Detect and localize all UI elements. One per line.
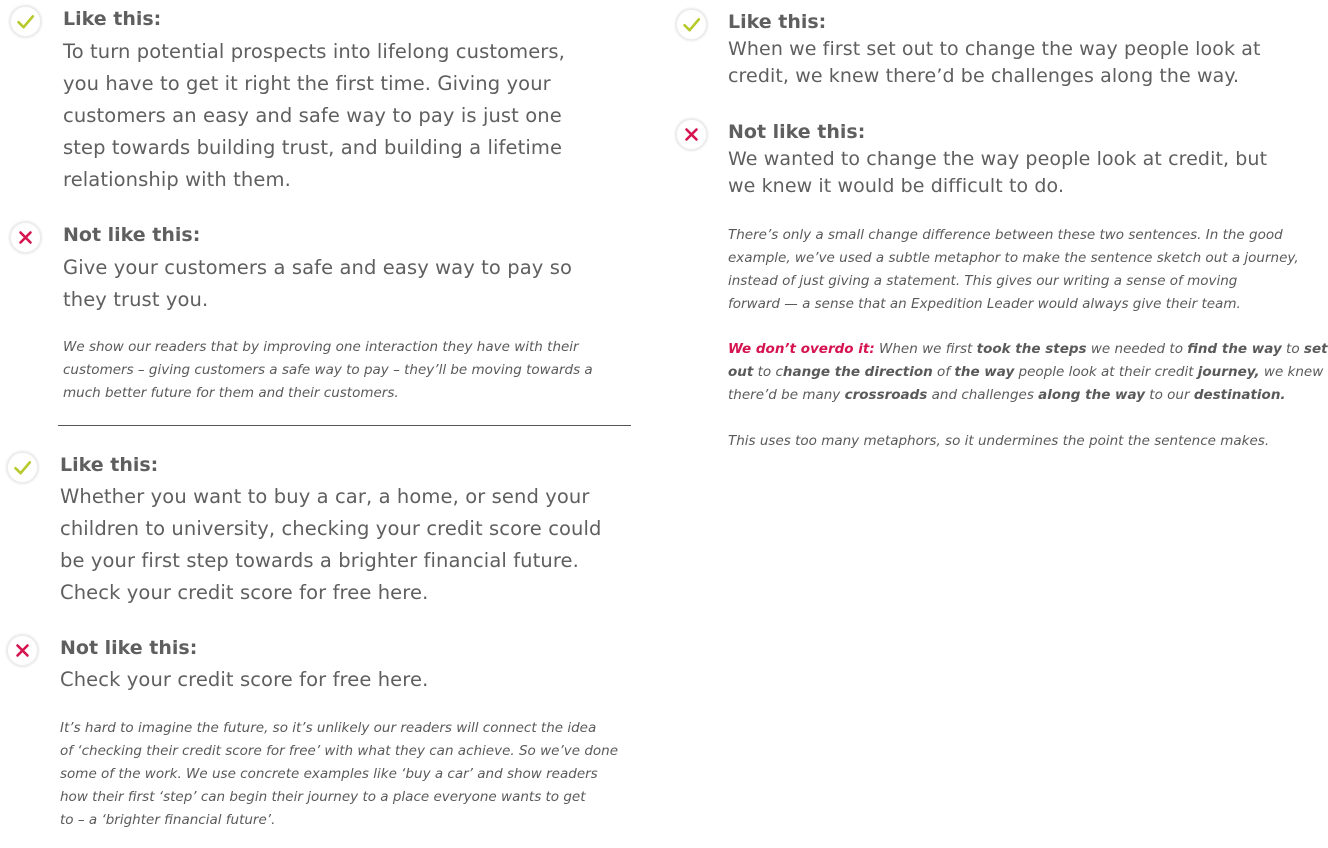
cross-badge	[7, 635, 38, 666]
body-text: When we first	[874, 341, 977, 357]
emphasis-text: journey,	[1197, 364, 1260, 380]
check-icon	[11, 7, 40, 36]
bad-example-text: We wanted to change the way people look at credit, but we knew it would be difficult to do.	[728, 148, 1268, 197]
emphasis-text: find the way	[1187, 341, 1282, 357]
cross-badge	[10, 222, 41, 253]
like-this-label: Like this:	[63, 8, 162, 30]
check-badge	[10, 6, 41, 37]
explanation-note-4: This uses too many metaphors, so it undermines the point the sentence makes.	[728, 433, 1270, 449]
cross-icon	[677, 120, 706, 149]
emphasis-text: set	[1303, 341, 1328, 357]
body-text: there’d be many	[728, 387, 845, 403]
body-text: we knew	[1259, 364, 1324, 380]
emphasis-text: along the way	[1038, 387, 1146, 403]
cross-badge	[676, 119, 707, 150]
overdo-line-2	[728, 361, 1328, 384]
explanation-note-3: There’s only a small change difference between these two sentences. In the good example, we’ve used a subtle metaphor to make the sentence sketch out a journey, instead of just giving a statement. This gives our writing a sense of moving forward — a sense that an Expedition Leader would always give their team.	[728, 227, 1299, 312]
check-badge	[676, 9, 707, 40]
bad-example-text: Check your credit score for free here.	[60, 668, 429, 691]
bad-example-text: Give your customers a safe and easy way to pay so they trust you.	[63, 256, 573, 311]
like-this-label: Like this:	[728, 11, 827, 33]
emphasis-text: the way	[954, 364, 1015, 380]
overdo-line-3	[728, 384, 1328, 407]
check-badge	[7, 452, 38, 483]
not-like-this-label: Not like this:	[60, 637, 198, 659]
like-this-label: Like this:	[60, 454, 159, 476]
check-icon	[677, 10, 706, 39]
cross-icon	[8, 636, 37, 665]
body-text: people look at their credit	[1014, 364, 1198, 380]
emphasis-text: hange the direction	[782, 364, 933, 380]
cross-icon	[11, 223, 40, 252]
body-text: to c	[753, 364, 783, 380]
emphasis-text: crossroads	[844, 387, 928, 403]
good-example-text: Whether you want to buy a car, a home, or send your children to university, checking your credit score could be your first step towards a brighter financial future. Check your credit score for free here.	[60, 485, 602, 604]
body-text: and challenges	[927, 387, 1039, 403]
explanation-note-1: We show our readers that by improving one interaction they have with their customers – giving customers a safe way to pay – they’ll be moving towards a much better future for them and their customers.	[63, 339, 593, 401]
good-example-text: To turn potential prospects into lifelong customers, you have to get it right the first time. Giving your customers an easy and safe way to pay is just one step towards building trust, and building a lifetime relationship with them.	[63, 40, 565, 191]
body-text: of	[932, 364, 955, 380]
emphasis-text: destination.	[1193, 387, 1286, 403]
overdo-example	[728, 338, 1328, 407]
emphasis-text: out	[728, 364, 754, 380]
not-like-this-label: Not like this:	[63, 224, 201, 246]
overdo-line-1	[728, 338, 1328, 361]
not-like-this-label: Not like this:	[728, 121, 866, 143]
body-text: to	[1281, 341, 1304, 357]
good-example-text: When we first set out to change the way people look at credit, we knew there’d be challenges along the way.	[728, 38, 1261, 87]
check-icon	[8, 453, 37, 482]
overdo-heading: We don’t overdo it:	[728, 341, 875, 357]
emphasis-text: took the steps	[976, 341, 1087, 357]
body-text: we needed to	[1086, 341, 1188, 357]
section-divider	[58, 425, 631, 426]
body-text: to our	[1145, 387, 1194, 403]
explanation-note-2: It’s hard to imagine the future, so it’s unlikely our readers will connect the idea of ‘checking their credit score for free’ with what they can achieve. So we’ve done some of the work. We use concrete examples like ‘buy a car’ and show readers how their first ‘step’ can begin their journey to a place everyone wants to get to – a ‘brighter financial future’.	[60, 720, 619, 828]
